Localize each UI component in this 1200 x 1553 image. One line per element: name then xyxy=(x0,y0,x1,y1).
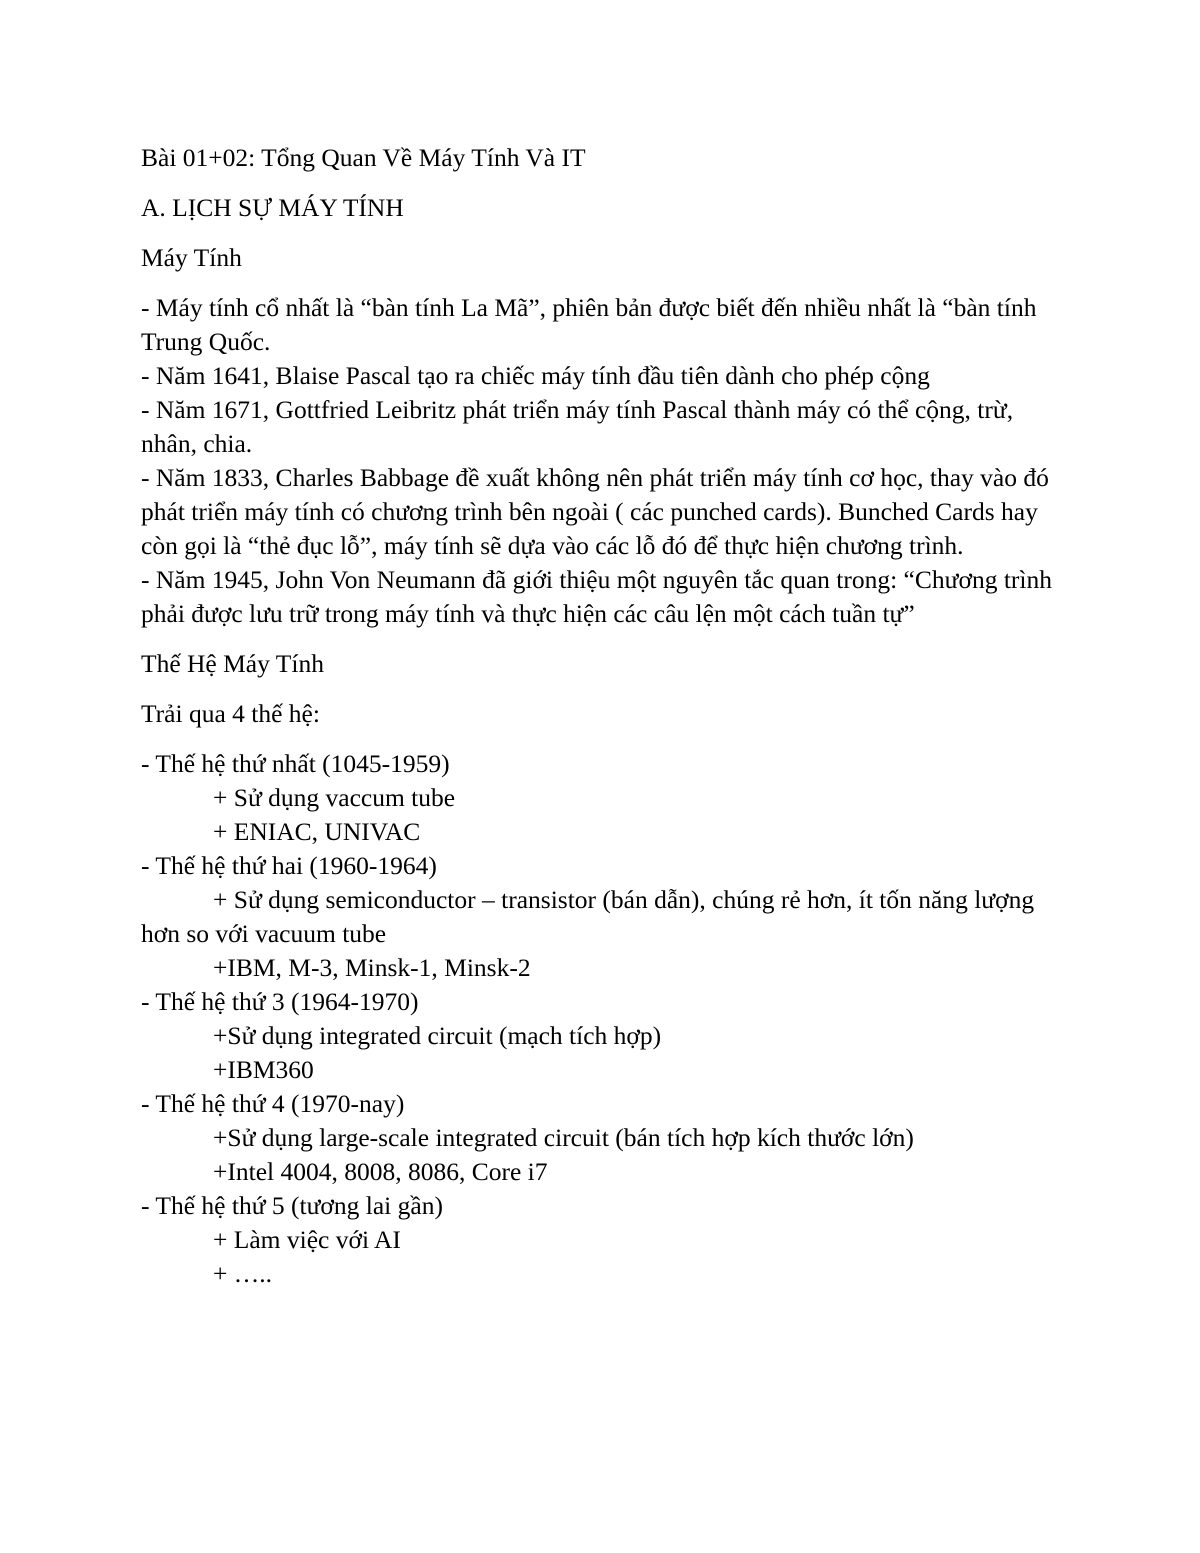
generation-detail: +Sử dụng large-scale integrated circuit (bán tích hợp kích thước lớn) xyxy=(213,1123,914,1152)
generation-detail: +Sử dụng integrated circuit (mạch tích hợp) xyxy=(213,1021,662,1050)
history-item: - Máy tính cổ nhất là “bàn tính La Mã”, phiên bản được biết đến nhiều nhất là “bàn tính Trung Quốc. xyxy=(141,293,1037,356)
generations-list xyxy=(141,747,1071,1291)
generation-detail: + Làm việc với AI xyxy=(213,1225,401,1254)
history-list xyxy=(141,291,1071,631)
generation-detail: + ENIAC, UNIVAC xyxy=(213,817,421,846)
generation-item: - Thế hệ thứ nhất (1045-1959) xyxy=(141,749,450,778)
history-item: - Năm 1671, Gottfried Leibritz phát triển máy tính Pascal thành máy có thể cộng, trừ, nhân, chia. xyxy=(141,395,1014,458)
subsection-heading: Thế Hệ Máy Tính xyxy=(141,649,324,678)
history-item: - Năm 1641, Blaise Pascal tạo ra chiếc máy tính đầu tiên dành cho phép cộng xyxy=(141,361,930,390)
generation-detail: + ….. xyxy=(213,1259,273,1288)
generation-item: - Thế hệ thứ 4 (1970-nay) xyxy=(141,1089,405,1118)
section-heading: A. LỊCH SỰ MÁY TÍNH xyxy=(141,193,404,222)
generation-item: - Thế hệ thứ hai (1960-1964) xyxy=(141,851,437,880)
history-item: - Năm 1945, John Von Neumann đã giới thiệu một nguyên tắc quan trong: “Chương trình phải được lưu trữ trong máy tính và thực hiện các câu lện một cách tuần tự” xyxy=(141,565,1052,628)
generation-detail: +IBM, M-3, Minsk-1, Minsk-2 xyxy=(213,953,531,982)
generation-detail: +Intel 4004, 8008, 8086, Core i7 xyxy=(213,1157,548,1186)
generation-detail: +IBM360 xyxy=(213,1055,314,1084)
generations-intro: Trải qua 4 thế hệ: xyxy=(141,699,320,728)
document-content xyxy=(141,141,1071,1307)
history-item: - Năm 1833, Charles Babbage đề xuất không nên phát triển máy tính cơ học, thay vào đó phát triển máy tính có chương trình bên ngoài ( các punched cards). Bunched Cards hay còn gọi là “thẻ đục lỗ”, máy tính sẽ dựa vào các lỗ đó để thực hiện chương trình. xyxy=(141,463,1049,560)
document-title: Bài 01+02: Tổng Quan Về Máy Tính Và IT xyxy=(141,143,586,172)
subsection-heading: Máy Tính xyxy=(141,243,242,272)
generation-detail: + Sử dụng semiconductor – transistor (bán dẫn), chúng rẻ hơn, ít tốn năng lượng hơn so với vacuum tube xyxy=(141,885,1035,948)
generation-item: - Thế hệ thứ 3 (1964-1970) xyxy=(141,987,419,1016)
generation-item: - Thế hệ thứ 5 (tương lai gần) xyxy=(141,1191,443,1220)
generation-detail: + Sử dụng vaccum tube xyxy=(213,783,456,812)
